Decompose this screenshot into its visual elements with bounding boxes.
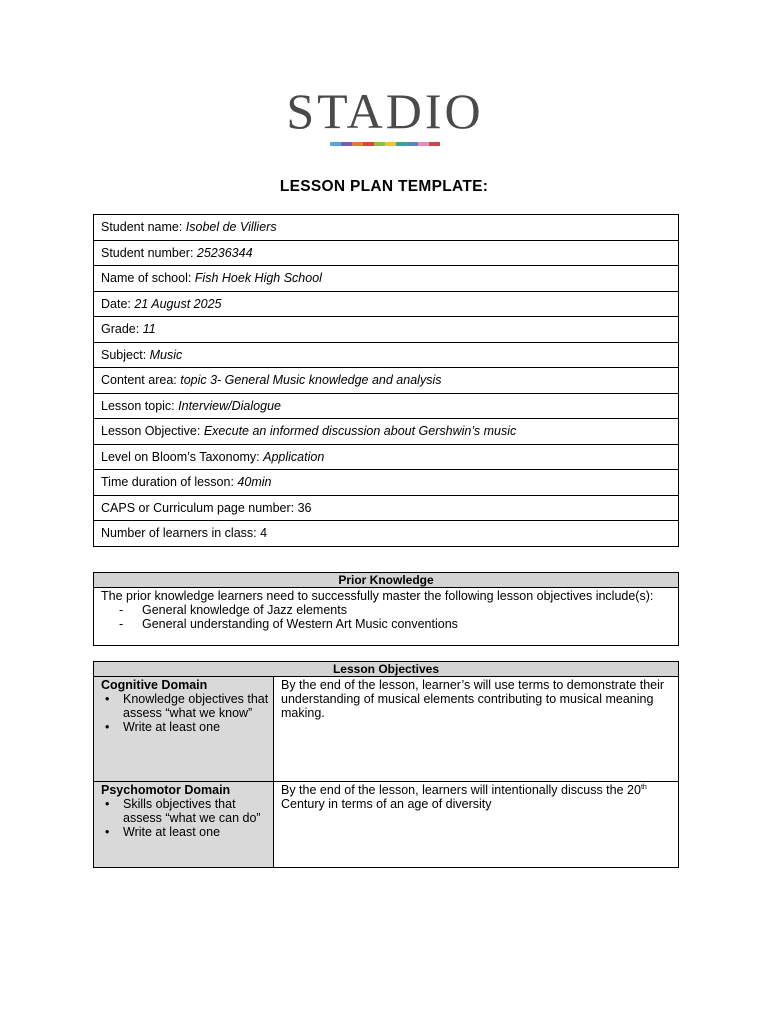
psychomotor-bullets [101, 797, 269, 839]
info-cell [94, 266, 679, 292]
info-cell [94, 240, 679, 266]
info-value: Interview/Dialogue [178, 398, 281, 413]
info-label: Lesson Objective: [101, 424, 204, 439]
logo-bar-segment [396, 142, 407, 146]
info-label: Level on Bloom’s Taxonomy: [101, 449, 264, 464]
prior-knowledge-body [94, 588, 679, 646]
info-value: 21 August 2025 [134, 296, 222, 311]
table-row [94, 317, 679, 343]
table-row [94, 368, 679, 394]
info-value: Music [149, 347, 183, 362]
logo-bar-segment [429, 142, 440, 146]
lesson-objectives-header: Lesson Objectives [94, 662, 679, 677]
info-label: Time duration of lesson: [101, 475, 238, 490]
logo-bar-segment [385, 142, 396, 146]
info-value: Isobel de Villiers [185, 220, 277, 235]
table-row [94, 215, 679, 241]
table-row [94, 291, 679, 317]
logo-bar-segment [418, 142, 429, 146]
table-row [94, 444, 679, 470]
info-value: 11 [142, 322, 156, 337]
logo-text: STADIO [286, 83, 484, 139]
info-value: 40min [237, 475, 272, 490]
info-cell [94, 470, 679, 496]
table-row [94, 419, 679, 445]
prior-knowledge-intro: The prior knowledge learners need to successfully master the following lesson objectives include(s): [101, 589, 654, 603]
table-row [94, 393, 679, 419]
info-cell [94, 444, 679, 470]
stadio-logo [270, 84, 500, 146]
table-row [94, 521, 679, 547]
list-item: • Write at least one [105, 720, 221, 734]
list-item: - General understanding of Western Art Music conventions [119, 617, 458, 631]
psychomotor-objective-text: By the end of the lesson, learners will intentionally discuss the 20th Century in terms of an age of diversity [274, 782, 679, 868]
prior-knowledge-table [93, 572, 679, 646]
logo-bar-segment [341, 142, 352, 146]
table-row [94, 470, 679, 496]
logo-bar-segment [363, 142, 374, 146]
logo-bar-segment [407, 142, 418, 146]
logo-bar-segment [330, 142, 341, 146]
lesson-objectives-table [93, 661, 679, 868]
info-value: 25236344 [196, 245, 253, 260]
info-cell [94, 419, 679, 445]
info-label: Content area: [101, 373, 181, 388]
cognitive-objective-text: By the end of the lesson, learner’s will use terms to demonstrate their understanding of musical elements contributing to musical meaning making. [274, 677, 679, 782]
info-label: Date: [101, 296, 135, 311]
info-cell [94, 368, 679, 394]
info-cell [94, 317, 679, 343]
info-cell [94, 342, 679, 368]
info-value: Execute an informed discussion about Gershwin’s music [203, 424, 517, 439]
info-cell [94, 393, 679, 419]
info-cell [94, 521, 679, 547]
info-label: Number of learners in class: [101, 526, 261, 541]
cognitive-domain-title: Cognitive Domain [101, 678, 208, 692]
psychomotor-domain-cell [94, 782, 274, 868]
info-cell [94, 291, 679, 317]
info-value: 4 [260, 526, 268, 541]
cognitive-bullets [101, 692, 269, 734]
info-label: CAPS or Curriculum page number: [101, 500, 298, 515]
info-value: 36 [297, 500, 312, 515]
list-item: - General knowledge of Jazz elements [119, 603, 347, 617]
info-label: Name of school: [101, 271, 195, 286]
table-row [94, 342, 679, 368]
table-row [94, 240, 679, 266]
logo-color-bar [270, 142, 500, 146]
logo-bar-segment [374, 142, 385, 146]
prior-knowledge-header: Prior Knowledge [94, 573, 679, 588]
info-cell [94, 215, 679, 241]
table-row [94, 495, 679, 521]
cognitive-domain-cell [94, 677, 274, 782]
info-label: Student name: [101, 220, 186, 235]
prior-knowledge-list [101, 603, 678, 631]
info-label: Subject: [101, 347, 150, 362]
info-value: topic 3- General Music knowledge and analysis [180, 373, 442, 388]
info-cell [94, 495, 679, 521]
logo-bar-segment [352, 142, 363, 146]
list-item: • Skills objectives that assess “what we can do” [105, 797, 261, 825]
info-label: Lesson topic: [101, 398, 179, 413]
info-label: Grade: [101, 322, 143, 337]
student-info-table [93, 214, 679, 547]
info-value: Application [263, 449, 325, 464]
psychomotor-domain-title: Psychomotor Domain [101, 783, 231, 797]
page-title: LESSON PLAN TEMPLATE: [279, 178, 489, 195]
table-row [94, 266, 679, 292]
info-label: Student number: [101, 245, 197, 260]
list-item: • Knowledge objectives that assess “what we know” [105, 692, 269, 720]
info-value: Fish Hoek High School [194, 271, 322, 286]
list-item: • Write at least one [105, 825, 221, 839]
